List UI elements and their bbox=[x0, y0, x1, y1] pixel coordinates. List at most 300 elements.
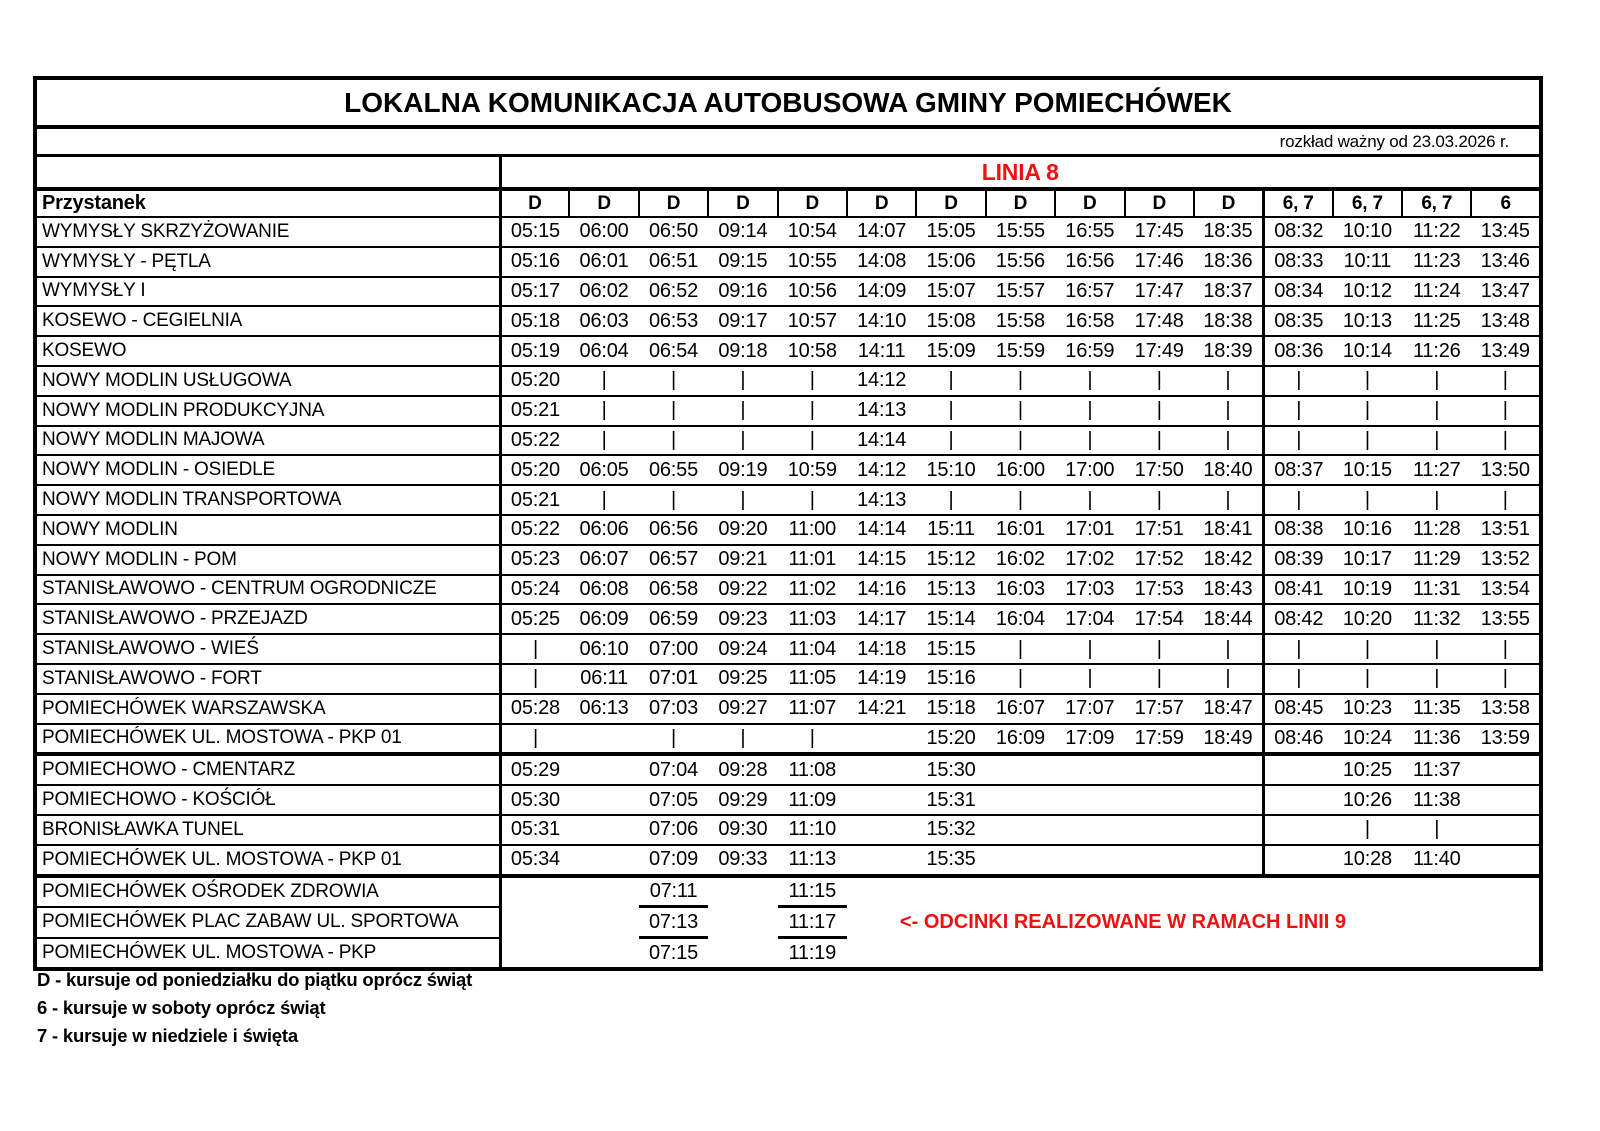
day-type-header: D bbox=[778, 189, 847, 217]
time-cell: 09:30 bbox=[708, 815, 777, 845]
through-mark-cell: | bbox=[1402, 634, 1471, 664]
time-cell: 14:13 bbox=[847, 485, 916, 515]
time-cell bbox=[1471, 785, 1541, 815]
through-mark-cell: | bbox=[1263, 366, 1332, 396]
time-cell: 11:32 bbox=[1402, 604, 1471, 634]
through-mark-cell: | bbox=[1471, 664, 1541, 694]
through-mark-cell: | bbox=[1125, 366, 1194, 396]
time-cell: 13:45 bbox=[1471, 217, 1541, 247]
time-cell bbox=[1471, 754, 1541, 785]
time-cell: 10:54 bbox=[778, 217, 847, 247]
table-row bbox=[35, 845, 1541, 876]
through-mark-cell: | bbox=[1471, 396, 1541, 426]
legend-item-d: D - kursuje od poniedziałku do piątku oprócz świąt bbox=[37, 969, 473, 990]
through-mark-cell: | bbox=[916, 426, 985, 456]
time-cell: 06:08 bbox=[569, 575, 638, 605]
time-cell: 15:20 bbox=[916, 724, 985, 755]
through-mark-cell: | bbox=[639, 366, 708, 396]
time-cell: 13:48 bbox=[1471, 306, 1541, 336]
time-cell: 11:36 bbox=[1402, 724, 1471, 755]
time-cell bbox=[1125, 815, 1194, 845]
stop-name-cell: STANISŁAWOWO - FORT bbox=[35, 664, 500, 694]
time-cell: 10:25 bbox=[1333, 754, 1402, 785]
validity-row bbox=[35, 127, 1541, 156]
time-cell: 15:14 bbox=[916, 604, 985, 634]
table-row bbox=[35, 754, 1541, 785]
time-cell: 08:36 bbox=[1263, 336, 1332, 366]
through-mark-cell: | bbox=[1055, 396, 1124, 426]
time-cell: 11:07 bbox=[778, 694, 847, 724]
time-cell: 07:11 bbox=[639, 876, 708, 907]
stop-name-cell: POMIECHOWO - CMENTARZ bbox=[35, 754, 500, 785]
time-cell: 14:12 bbox=[847, 366, 916, 396]
stop-name-cell: STANISŁAWOWO - PRZEJAZD bbox=[35, 604, 500, 634]
time-cell: 09:18 bbox=[708, 336, 777, 366]
time-cell: 11:28 bbox=[1402, 515, 1471, 545]
time-cell: 17:00 bbox=[1055, 455, 1124, 485]
time-cell: 17:52 bbox=[1125, 545, 1194, 575]
time-cell: 15:10 bbox=[916, 455, 985, 485]
time-cell: 05:21 bbox=[500, 396, 569, 426]
stop-name-cell: POMIECHÓWEK UL. MOSTOWA - PKP 01 bbox=[35, 724, 500, 755]
time-cell: 06:11 bbox=[569, 664, 638, 694]
through-mark-cell: | bbox=[916, 366, 985, 396]
table-row bbox=[35, 604, 1541, 634]
time-cell: 05:23 bbox=[500, 545, 569, 575]
time-cell: 16:09 bbox=[986, 724, 1055, 755]
time-cell: 08:37 bbox=[1263, 455, 1332, 485]
time-cell: 06:13 bbox=[569, 694, 638, 724]
time-cell: 10:28 bbox=[1333, 845, 1402, 876]
time-cell: 11:10 bbox=[778, 815, 847, 845]
through-mark-cell: | bbox=[708, 485, 777, 515]
time-cell: 05:22 bbox=[500, 515, 569, 545]
time-cell: 11:13 bbox=[778, 845, 847, 876]
through-mark-cell: | bbox=[708, 724, 777, 755]
time-cell: 11:17 bbox=[778, 907, 847, 938]
timetable bbox=[33, 76, 1543, 971]
time-cell: 05:21 bbox=[500, 485, 569, 515]
time-cell: 06:02 bbox=[569, 277, 638, 307]
stop-name-cell: WYMYSŁY I bbox=[35, 277, 500, 307]
stop-name-cell: KOSEWO bbox=[35, 336, 500, 366]
time-cell: 10:26 bbox=[1333, 785, 1402, 815]
through-mark-cell: | bbox=[1194, 426, 1263, 456]
time-cell bbox=[847, 754, 916, 785]
time-cell bbox=[569, 815, 638, 845]
time-cell: 15:11 bbox=[916, 515, 985, 545]
time-cell: 16:07 bbox=[986, 694, 1055, 724]
through-mark-cell: | bbox=[1194, 396, 1263, 426]
time-cell: 05:22 bbox=[500, 426, 569, 456]
stop-name-cell: WYMYSŁY - PĘTLA bbox=[35, 247, 500, 277]
time-cell: 08:34 bbox=[1263, 277, 1332, 307]
time-cell bbox=[1471, 845, 1541, 876]
time-cell: 17:49 bbox=[1125, 336, 1194, 366]
stop-name-cell: POMIECHÓWEK UL. MOSTOWA - PKP 01 bbox=[35, 845, 500, 876]
through-mark-cell: | bbox=[1194, 366, 1263, 396]
time-cell: 11:15 bbox=[778, 876, 847, 907]
time-cell: 09:22 bbox=[708, 575, 777, 605]
day-type-header: D bbox=[916, 189, 985, 217]
time-cell: 14:16 bbox=[847, 575, 916, 605]
time-cell: 15:35 bbox=[916, 845, 985, 876]
time-cell: 11:04 bbox=[778, 634, 847, 664]
time-cell: 15:31 bbox=[916, 785, 985, 815]
time-cell: 17:09 bbox=[1055, 724, 1124, 755]
through-mark-cell: | bbox=[1333, 366, 1402, 396]
table-row bbox=[35, 694, 1541, 724]
time-cell: 10:16 bbox=[1333, 515, 1402, 545]
time-cell: 15:30 bbox=[916, 754, 985, 785]
time-cell bbox=[1263, 845, 1332, 876]
through-mark-cell: | bbox=[639, 396, 708, 426]
through-mark-cell: | bbox=[986, 634, 1055, 664]
time-cell: 16:59 bbox=[1055, 336, 1124, 366]
time-cell: 18:40 bbox=[1194, 455, 1263, 485]
through-mark-cell: | bbox=[1125, 426, 1194, 456]
time-cell: 13:50 bbox=[1471, 455, 1541, 485]
time-cell: 11:40 bbox=[1402, 845, 1471, 876]
time-cell bbox=[1194, 754, 1263, 785]
time-cell: 14:09 bbox=[847, 277, 916, 307]
time-cell: 18:47 bbox=[1194, 694, 1263, 724]
time-cell: 11:00 bbox=[778, 515, 847, 545]
time-cell bbox=[1263, 754, 1332, 785]
time-cell: 17:53 bbox=[1125, 575, 1194, 605]
time-cell: 10:12 bbox=[1333, 277, 1402, 307]
time-cell: 08:41 bbox=[1263, 575, 1332, 605]
time-cell: 16:03 bbox=[986, 575, 1055, 605]
time-cell bbox=[500, 938, 569, 969]
time-cell: 05:18 bbox=[500, 306, 569, 336]
time-cell: 17:59 bbox=[1125, 724, 1194, 755]
time-cell: 16:58 bbox=[1055, 306, 1124, 336]
table-row bbox=[35, 247, 1541, 277]
through-mark-cell: | bbox=[1055, 485, 1124, 515]
time-cell: 15:13 bbox=[916, 575, 985, 605]
time-cell: 17:04 bbox=[1055, 604, 1124, 634]
legend bbox=[37, 966, 472, 1050]
through-mark-cell: | bbox=[1125, 634, 1194, 664]
through-mark-cell: | bbox=[1471, 634, 1541, 664]
time-cell: 10:10 bbox=[1333, 217, 1402, 247]
stop-name-cell: BRONISŁAWKA TUNEL bbox=[35, 815, 500, 845]
through-mark-cell: | bbox=[1402, 396, 1471, 426]
time-cell: 08:38 bbox=[1263, 515, 1332, 545]
time-cell: 14:12 bbox=[847, 455, 916, 485]
through-mark-cell: | bbox=[1125, 664, 1194, 694]
line-label: LINIA 8 bbox=[500, 156, 1541, 190]
day-type-header: 6, 7 bbox=[1402, 189, 1471, 217]
time-cell: 09:27 bbox=[708, 694, 777, 724]
time-cell: 16:02 bbox=[986, 545, 1055, 575]
time-cell: 09:29 bbox=[708, 785, 777, 815]
time-cell: 06:04 bbox=[569, 336, 638, 366]
time-cell: 18:43 bbox=[1194, 575, 1263, 605]
time-cell: 11:08 bbox=[778, 754, 847, 785]
stop-name-cell: NOWY MODLIN USŁUGOWA bbox=[35, 366, 500, 396]
time-cell bbox=[1055, 754, 1124, 785]
through-mark-cell: | bbox=[569, 396, 638, 426]
time-cell: 15:32 bbox=[916, 815, 985, 845]
through-mark-cell: | bbox=[1402, 366, 1471, 396]
table-row bbox=[35, 485, 1541, 515]
table-row bbox=[35, 455, 1541, 485]
time-cell: 07:03 bbox=[639, 694, 708, 724]
through-mark-cell: | bbox=[1402, 426, 1471, 456]
time-cell: 17:50 bbox=[1125, 455, 1194, 485]
time-cell: 15:15 bbox=[916, 634, 985, 664]
stop-column-header: Przystanek bbox=[35, 189, 500, 217]
time-cell: 14:14 bbox=[847, 426, 916, 456]
table-row bbox=[35, 366, 1541, 396]
time-cell bbox=[1125, 845, 1194, 876]
time-cell: 08:33 bbox=[1263, 247, 1332, 277]
time-cell: 05:19 bbox=[500, 336, 569, 366]
time-cell: 08:32 bbox=[1263, 217, 1332, 247]
time-cell: 16:00 bbox=[986, 455, 1055, 485]
time-cell: 08:45 bbox=[1263, 694, 1332, 724]
time-cell bbox=[986, 845, 1055, 876]
time-cell: 07:04 bbox=[639, 754, 708, 785]
time-cell: 10:14 bbox=[1333, 336, 1402, 366]
time-cell bbox=[708, 876, 777, 907]
time-cell: 08:35 bbox=[1263, 306, 1332, 336]
time-cell: 05:24 bbox=[500, 575, 569, 605]
time-cell: 06:09 bbox=[569, 604, 638, 634]
table-row bbox=[35, 306, 1541, 336]
through-mark-cell: | bbox=[778, 724, 847, 755]
time-cell: 17:54 bbox=[1125, 604, 1194, 634]
time-cell: 05:29 bbox=[500, 754, 569, 785]
time-cell: 11:22 bbox=[1402, 217, 1471, 247]
time-cell: 14:18 bbox=[847, 634, 916, 664]
time-cell: 05:16 bbox=[500, 247, 569, 277]
time-cell: 15:58 bbox=[986, 306, 1055, 336]
through-mark-cell: | bbox=[1125, 485, 1194, 515]
time-cell bbox=[1055, 845, 1124, 876]
time-cell bbox=[500, 907, 569, 938]
linia9-annotation: <- ODCINKI REALIZOWANE W RAMACH LINII 9 bbox=[899, 910, 1347, 933]
time-cell: 11:23 bbox=[1402, 247, 1471, 277]
time-cell: 10:13 bbox=[1333, 306, 1402, 336]
through-mark-cell: | bbox=[1333, 664, 1402, 694]
time-cell: 07:01 bbox=[639, 664, 708, 694]
time-cell: 14:15 bbox=[847, 545, 916, 575]
legend-item-6: 6 - kursuje w soboty oprócz świąt bbox=[37, 997, 326, 1018]
time-cell: 14:07 bbox=[847, 217, 916, 247]
through-mark-cell: | bbox=[916, 396, 985, 426]
time-cell: 10:58 bbox=[778, 336, 847, 366]
time-cell: 17:07 bbox=[1055, 694, 1124, 724]
time-cell: 15:07 bbox=[916, 277, 985, 307]
through-mark-cell: | bbox=[1055, 634, 1124, 664]
through-mark-cell: | bbox=[778, 426, 847, 456]
table-row bbox=[35, 336, 1541, 366]
time-cell: 06:05 bbox=[569, 455, 638, 485]
time-cell: 18:44 bbox=[1194, 604, 1263, 634]
time-cell: 11:27 bbox=[1402, 455, 1471, 485]
through-mark-cell: | bbox=[1263, 426, 1332, 456]
time-cell: 14:17 bbox=[847, 604, 916, 634]
time-cell: 09:14 bbox=[708, 217, 777, 247]
time-cell: 07:06 bbox=[639, 815, 708, 845]
time-cell: 15:12 bbox=[916, 545, 985, 575]
stop-name-cell: POMIECHÓWEK UL. MOSTOWA - PKP bbox=[35, 938, 500, 969]
time-cell: 06:00 bbox=[569, 217, 638, 247]
time-cell: 09:23 bbox=[708, 604, 777, 634]
through-mark-cell: | bbox=[708, 396, 777, 426]
time-cell: 14:14 bbox=[847, 515, 916, 545]
through-mark-cell: | bbox=[500, 634, 569, 664]
time-cell: 15:18 bbox=[916, 694, 985, 724]
through-mark-cell: | bbox=[1471, 485, 1541, 515]
time-cell: 10:17 bbox=[1333, 545, 1402, 575]
time-cell: 11:35 bbox=[1402, 694, 1471, 724]
through-mark-cell: | bbox=[1055, 426, 1124, 456]
time-cell: 11:03 bbox=[778, 604, 847, 634]
time-cell: 05:31 bbox=[500, 815, 569, 845]
table-row bbox=[35, 426, 1541, 456]
through-mark-cell: | bbox=[708, 426, 777, 456]
time-cell: 08:46 bbox=[1263, 724, 1332, 755]
time-cell: 05:15 bbox=[500, 217, 569, 247]
stop-name-cell: NOWY MODLIN PRODUKCYJNA bbox=[35, 396, 500, 426]
time-cell: 14:08 bbox=[847, 247, 916, 277]
time-cell bbox=[500, 876, 569, 907]
through-mark-cell: | bbox=[1402, 815, 1471, 845]
time-cell bbox=[847, 815, 916, 845]
time-cell: 11:37 bbox=[1402, 754, 1471, 785]
time-cell: 13:46 bbox=[1471, 247, 1541, 277]
time-cell: 11:26 bbox=[1402, 336, 1471, 366]
title-row bbox=[35, 78, 1541, 127]
time-cell: 15:16 bbox=[916, 664, 985, 694]
time-cell: 18:37 bbox=[1194, 277, 1263, 307]
time-cell: 05:28 bbox=[500, 694, 569, 724]
through-mark-cell: | bbox=[916, 485, 985, 515]
time-cell: 08:39 bbox=[1263, 545, 1332, 575]
stop-name-cell: NOWY MODLIN MAJOWA bbox=[35, 426, 500, 456]
time-cell: 14:19 bbox=[847, 664, 916, 694]
time-cell: 05:30 bbox=[500, 785, 569, 815]
time-cell bbox=[569, 754, 638, 785]
time-cell bbox=[569, 845, 638, 876]
table-row bbox=[35, 217, 1541, 247]
through-mark-cell: | bbox=[1055, 664, 1124, 694]
through-mark-cell: | bbox=[500, 724, 569, 755]
through-mark-cell: | bbox=[1333, 426, 1402, 456]
time-cell: 17:57 bbox=[1125, 694, 1194, 724]
empty-corner-cell bbox=[35, 156, 500, 190]
through-mark-cell: | bbox=[778, 396, 847, 426]
through-mark-cell: | bbox=[1402, 485, 1471, 515]
time-cell: 10:19 bbox=[1333, 575, 1402, 605]
time-cell: 14:13 bbox=[847, 396, 916, 426]
through-mark-cell: | bbox=[1333, 634, 1402, 664]
through-mark-cell: | bbox=[1263, 664, 1332, 694]
time-cell: 18:38 bbox=[1194, 306, 1263, 336]
time-cell bbox=[1263, 785, 1332, 815]
day-type-header: D bbox=[847, 189, 916, 217]
time-cell: 13:55 bbox=[1471, 604, 1541, 634]
time-cell: 13:52 bbox=[1471, 545, 1541, 575]
time-cell: 05:17 bbox=[500, 277, 569, 307]
through-mark-cell: | bbox=[986, 396, 1055, 426]
time-cell: 10:55 bbox=[778, 247, 847, 277]
through-mark-cell: | bbox=[639, 724, 708, 755]
time-cell: 17:45 bbox=[1125, 217, 1194, 247]
day-type-header: 6, 7 bbox=[1263, 189, 1332, 217]
time-cell: 09:24 bbox=[708, 634, 777, 664]
time-cell: 17:48 bbox=[1125, 306, 1194, 336]
time-cell: 16:04 bbox=[986, 604, 1055, 634]
through-mark-cell: | bbox=[1333, 485, 1402, 515]
stop-name-cell: STANISŁAWOWO - WIEŚ bbox=[35, 634, 500, 664]
table-row bbox=[35, 515, 1541, 545]
time-cell: 17:46 bbox=[1125, 247, 1194, 277]
time-cell: 17:03 bbox=[1055, 575, 1124, 605]
legend-item-7: 7 - kursuje w niedziele i święta bbox=[37, 1025, 298, 1046]
time-cell: 17:02 bbox=[1055, 545, 1124, 575]
time-cell: 05:20 bbox=[500, 455, 569, 485]
time-cell: 10:20 bbox=[1333, 604, 1402, 634]
time-cell: 06:56 bbox=[639, 515, 708, 545]
through-mark-cell: | bbox=[986, 485, 1055, 515]
time-cell: 09:20 bbox=[708, 515, 777, 545]
time-cell: 07:15 bbox=[648, 941, 698, 964]
time-cell bbox=[847, 785, 916, 815]
time-cell: 17:51 bbox=[1125, 515, 1194, 545]
day-type-header: D bbox=[500, 189, 569, 217]
time-cell bbox=[569, 724, 638, 755]
table-row bbox=[35, 664, 1541, 694]
through-mark-cell: | bbox=[639, 426, 708, 456]
time-cell: 18:39 bbox=[1194, 336, 1263, 366]
through-mark-cell: | bbox=[1055, 366, 1124, 396]
table-row bbox=[35, 277, 1541, 307]
time-cell: 14:10 bbox=[847, 306, 916, 336]
time-cell: 15:09 bbox=[916, 336, 985, 366]
stop-name-cell: STANISŁAWOWO - CENTRUM OGRODNICZE bbox=[35, 575, 500, 605]
time-cell bbox=[569, 785, 638, 815]
time-cell: 15:55 bbox=[986, 217, 1055, 247]
time-cell: 06:07 bbox=[569, 545, 638, 575]
time-cell: 09:19 bbox=[708, 455, 777, 485]
time-cell: 06:52 bbox=[639, 277, 708, 307]
table-row bbox=[35, 724, 1541, 755]
stop-name-cell: KOSEWO - CEGIELNIA bbox=[35, 306, 500, 336]
through-mark-cell: | bbox=[1194, 485, 1263, 515]
through-mark-cell: | bbox=[500, 664, 569, 694]
time-cell: 09:15 bbox=[708, 247, 777, 277]
time-cell: 17:01 bbox=[1055, 515, 1124, 545]
through-mark-cell: | bbox=[986, 664, 1055, 694]
day-type-header: D bbox=[639, 189, 708, 217]
time-cell: 10:15 bbox=[1333, 455, 1402, 485]
through-mark-cell: | bbox=[778, 366, 847, 396]
time-cell bbox=[1194, 815, 1263, 845]
time-cell: 11:24 bbox=[1402, 277, 1471, 307]
through-mark-cell: | bbox=[1263, 396, 1332, 426]
time-cell bbox=[1055, 815, 1124, 845]
time-cell bbox=[986, 754, 1055, 785]
time-cell: 16:57 bbox=[1055, 277, 1124, 307]
time-cell bbox=[1471, 815, 1541, 845]
time-cell bbox=[569, 907, 638, 938]
time-cell: 05:20 bbox=[500, 366, 569, 396]
